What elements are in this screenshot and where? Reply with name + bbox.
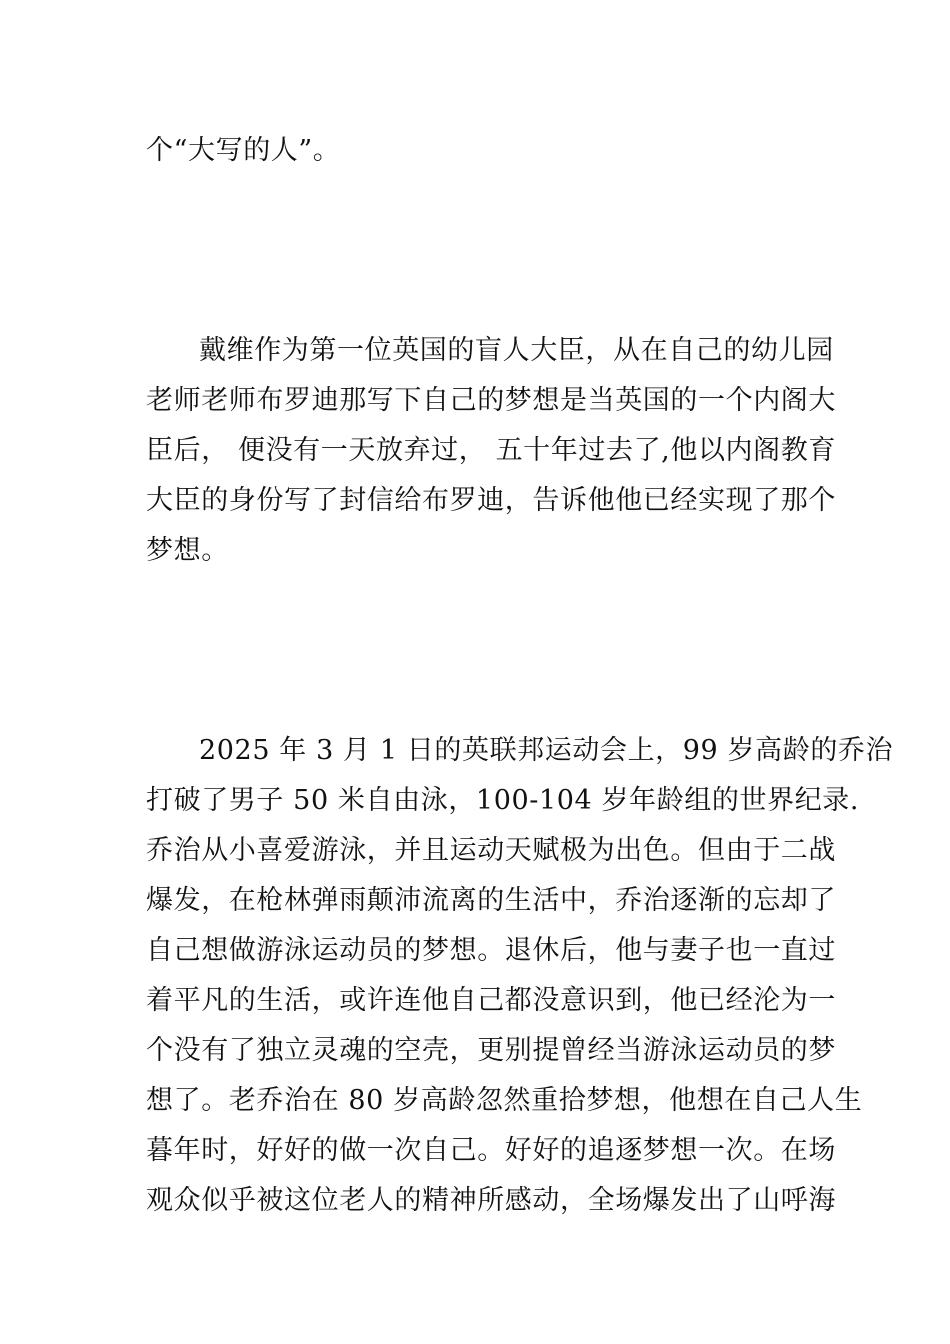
paragraph-line: 想了。老乔治在 80 岁高龄忽然重拾梦想，他想在自己人生 (146, 1085, 863, 1116)
paragraph-line: 观众似乎被这位老人的精神所感动，全场爆发出了山呼海 (146, 1185, 836, 1216)
paragraph-fragment-line: 个“大写的人”。 (146, 135, 341, 166)
paragraph-line: 臣后， 便没有一天放弃过， 五十年过去了,他以内阁教育 (146, 435, 836, 466)
paragraph-line: 打破了男子 50 米自由泳，100-104 岁年龄组的世界纪录. (146, 785, 860, 816)
paragraph-line: 自己想做游泳运动员的梦想。退休后，他与妻子也一直过 (146, 935, 836, 966)
paragraph-line: 戴维作为第一位英国的盲人大臣，从在自己的幼儿园 (199, 335, 834, 366)
paragraph-line: 2025 年 3 月 1 日的英联邦运动会上，99 岁高龄的乔治 (199, 735, 894, 766)
paragraph-line: 个没有了独立灵魂的空壳，更别提曾经当游泳运动员的梦 (146, 1035, 836, 1066)
paragraph-line: 梦想。 (146, 535, 229, 566)
paragraph-line: 大臣的身份写了封信给布罗迪，告诉他他已经实现了那个 (146, 485, 836, 516)
paragraph-line: 暮年时，好好的做一次自己。好好的追逐梦想一次。在场 (146, 1135, 836, 1166)
paragraph-line: 爆发，在枪林弹雨颠沛流离的生活中，乔治逐渐的忘却了 (146, 885, 836, 916)
paragraph-line: 老师老师布罗迪那写下自己的梦想是当英国的一个内阁大 (146, 385, 836, 416)
paragraph-line: 着平凡的生活，或许连他自己都没意识到，他已经沦为一 (146, 985, 836, 1016)
paragraph-line: 乔治从小喜爱游泳，并且运动天赋极为出色。但由于二战 (146, 835, 836, 866)
